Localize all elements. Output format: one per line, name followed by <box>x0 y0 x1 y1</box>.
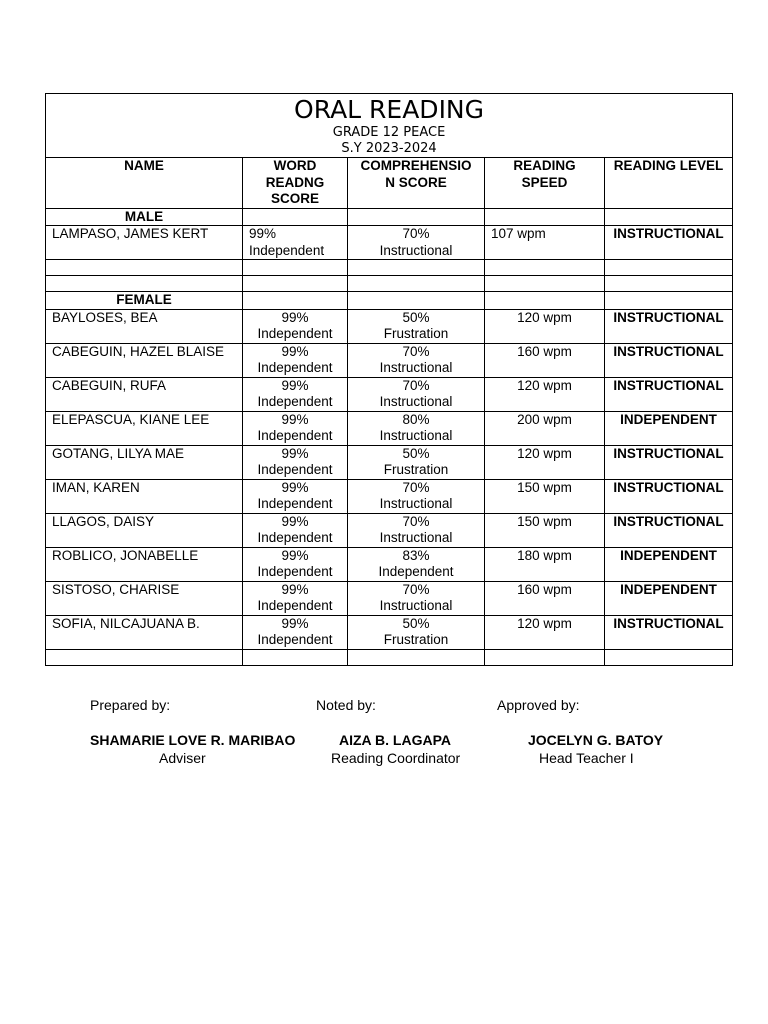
reading-level: INSTRUCTIONAL <box>605 513 733 547</box>
student-name: GOTANG, LILYA MAE <box>46 445 243 479</box>
empty-cell <box>485 260 605 276</box>
adviser-name: SHAMARIE LOVE R. MARIBAO <box>90 732 296 748</box>
reading-speed: 160 wpm <box>485 343 605 377</box>
reading-level: INDEPENDENT <box>605 411 733 445</box>
word-reading-score: 99% Independent <box>243 581 348 615</box>
male-section-row <box>46 208 733 226</box>
reading-level: INSTRUCTIONAL <box>605 377 733 411</box>
blank-row <box>46 276 733 292</box>
female-section-row <box>46 292 733 310</box>
word-reading-score: 99% Independent <box>243 513 348 547</box>
empty-cell <box>46 649 243 665</box>
empty-cell <box>485 276 605 292</box>
student-name: LAMPASO, JAMES KERT <box>46 226 243 260</box>
reading-level: INSTRUCTIONAL <box>605 343 733 377</box>
student-row <box>46 547 733 581</box>
student-name: IMAN, KAREN <box>46 479 243 513</box>
empty-cell <box>348 208 485 226</box>
comprehension-score: 50% Frustration <box>348 309 485 343</box>
reading-level: INSTRUCTIONAL <box>605 615 733 649</box>
reading-speed: 120 wpm <box>485 615 605 649</box>
word-reading-score: 99% Independent <box>243 479 348 513</box>
reading-speed: 120 wpm <box>485 309 605 343</box>
title-row <box>46 94 733 158</box>
empty-cell <box>348 292 485 310</box>
empty-cell <box>46 260 243 276</box>
word-reading-score: 99% Independent <box>243 343 348 377</box>
comprehension-score: 70% Instructional <box>348 581 485 615</box>
report-title: ORAL READING <box>294 95 485 124</box>
reading-speed: 150 wpm <box>485 479 605 513</box>
blank-row <box>46 260 733 276</box>
student-name: BAYLOSES, BEA <box>46 309 243 343</box>
comprehension-score: 83% Independent <box>348 547 485 581</box>
column-header-row <box>46 158 733 209</box>
reading-table <box>45 93 733 666</box>
student-row <box>46 377 733 411</box>
coordinator-name: AIZA B. LAGAPA <box>339 732 451 748</box>
section-label: FEMALE <box>46 292 243 310</box>
comprehension-score: 70% Instructional <box>348 479 485 513</box>
reading-level: INDEPENDENT <box>605 581 733 615</box>
empty-cell <box>605 208 733 226</box>
empty-cell <box>348 276 485 292</box>
empty-cell <box>605 649 733 665</box>
reading-speed: 160 wpm <box>485 581 605 615</box>
student-name: ELEPASCUA, KIANE LEE <box>46 411 243 445</box>
reading-level: INSTRUCTIONAL <box>605 309 733 343</box>
header-word-reading-score: WORD READNG SCORE <box>243 158 348 209</box>
student-name: ROBLICO, JONABELLE <box>46 547 243 581</box>
empty-cell <box>46 276 243 292</box>
student-row <box>46 411 733 445</box>
comprehension-score: 80% Instructional <box>348 411 485 445</box>
empty-cell <box>243 208 348 226</box>
student-name: CABEGUIN, HAZEL BLAISE <box>46 343 243 377</box>
student-row <box>46 513 733 547</box>
school-year: S.Y 2023-2024 <box>341 141 437 156</box>
comprehension-score: 70% Instructional <box>348 226 485 260</box>
empty-cell <box>243 276 348 292</box>
coordinator-position: Reading Coordinator <box>331 750 461 766</box>
comprehension-score: 50% Frustration <box>348 445 485 479</box>
empty-cell <box>485 292 605 310</box>
reading-speed: 120 wpm <box>485 445 605 479</box>
student-name: CABEGUIN, RUFA <box>46 377 243 411</box>
empty-cell <box>243 649 348 665</box>
empty-cell <box>605 260 733 276</box>
student-row <box>46 479 733 513</box>
empty-cell <box>348 260 485 276</box>
word-reading-score: 99% Independent <box>243 411 348 445</box>
student-name: SISTOSO, CHARISE <box>46 581 243 615</box>
student-row <box>46 226 733 260</box>
word-reading-score: 99% Independent <box>243 445 348 479</box>
comprehension-score: 70% Instructional <box>348 343 485 377</box>
empty-cell <box>243 260 348 276</box>
word-reading-score: 99% Independent <box>243 309 348 343</box>
empty-cell <box>485 208 605 226</box>
reading-level: INSTRUCTIONAL <box>605 226 733 260</box>
adviser-position: Adviser <box>159 750 206 766</box>
header-name: NAME <box>46 158 243 209</box>
header-reading-speed: READING SPEED <box>485 158 605 209</box>
student-row <box>46 445 733 479</box>
section-name: GRADE 12 PEACE <box>332 125 446 140</box>
word-reading-score: 99% Independent <box>243 377 348 411</box>
student-row <box>46 309 733 343</box>
noted-by-label: Noted by: <box>316 697 376 713</box>
comprehension-score: 70% Instructional <box>348 513 485 547</box>
oral-reading-report <box>45 93 732 666</box>
section-label: MALE <box>46 208 243 226</box>
reading-level: INSTRUCTIONAL <box>605 445 733 479</box>
student-row <box>46 581 733 615</box>
reading-speed: 107 wpm <box>485 226 605 260</box>
empty-cell <box>243 292 348 310</box>
approved-by-label: Approved by: <box>497 697 580 713</box>
empty-cell <box>605 276 733 292</box>
empty-cell <box>348 649 485 665</box>
student-row <box>46 615 733 649</box>
reading-speed: 150 wpm <box>485 513 605 547</box>
reading-speed: 120 wpm <box>485 377 605 411</box>
reading-level: INDEPENDENT <box>605 547 733 581</box>
head-teacher-name: JOCELYN G. BATOY <box>528 732 664 748</box>
reading-speed: 180 wpm <box>485 547 605 581</box>
word-reading-score: 99% Independent <box>243 615 348 649</box>
empty-cell <box>605 292 733 310</box>
comprehension-score: 50% Frustration <box>348 615 485 649</box>
student-row <box>46 343 733 377</box>
prepared-by-label: Prepared by: <box>90 697 171 713</box>
reading-speed: 200 wpm <box>485 411 605 445</box>
comprehension-score: 70% Instructional <box>348 377 485 411</box>
header-reading-level: READING LEVEL <box>605 158 733 209</box>
head-teacher-position: Head Teacher I <box>539 750 634 766</box>
header-comprehension-score: COMPREHENSIO N SCORE <box>348 158 485 209</box>
blank-row <box>46 649 733 665</box>
student-name: LLAGOS, DAISY <box>46 513 243 547</box>
word-reading-score: 99% Independent <box>243 226 348 260</box>
reading-level: INSTRUCTIONAL <box>605 479 733 513</box>
empty-cell <box>485 649 605 665</box>
student-name: SOFIA, NILCAJUANA B. <box>46 615 243 649</box>
word-reading-score: 99% Independent <box>243 547 348 581</box>
